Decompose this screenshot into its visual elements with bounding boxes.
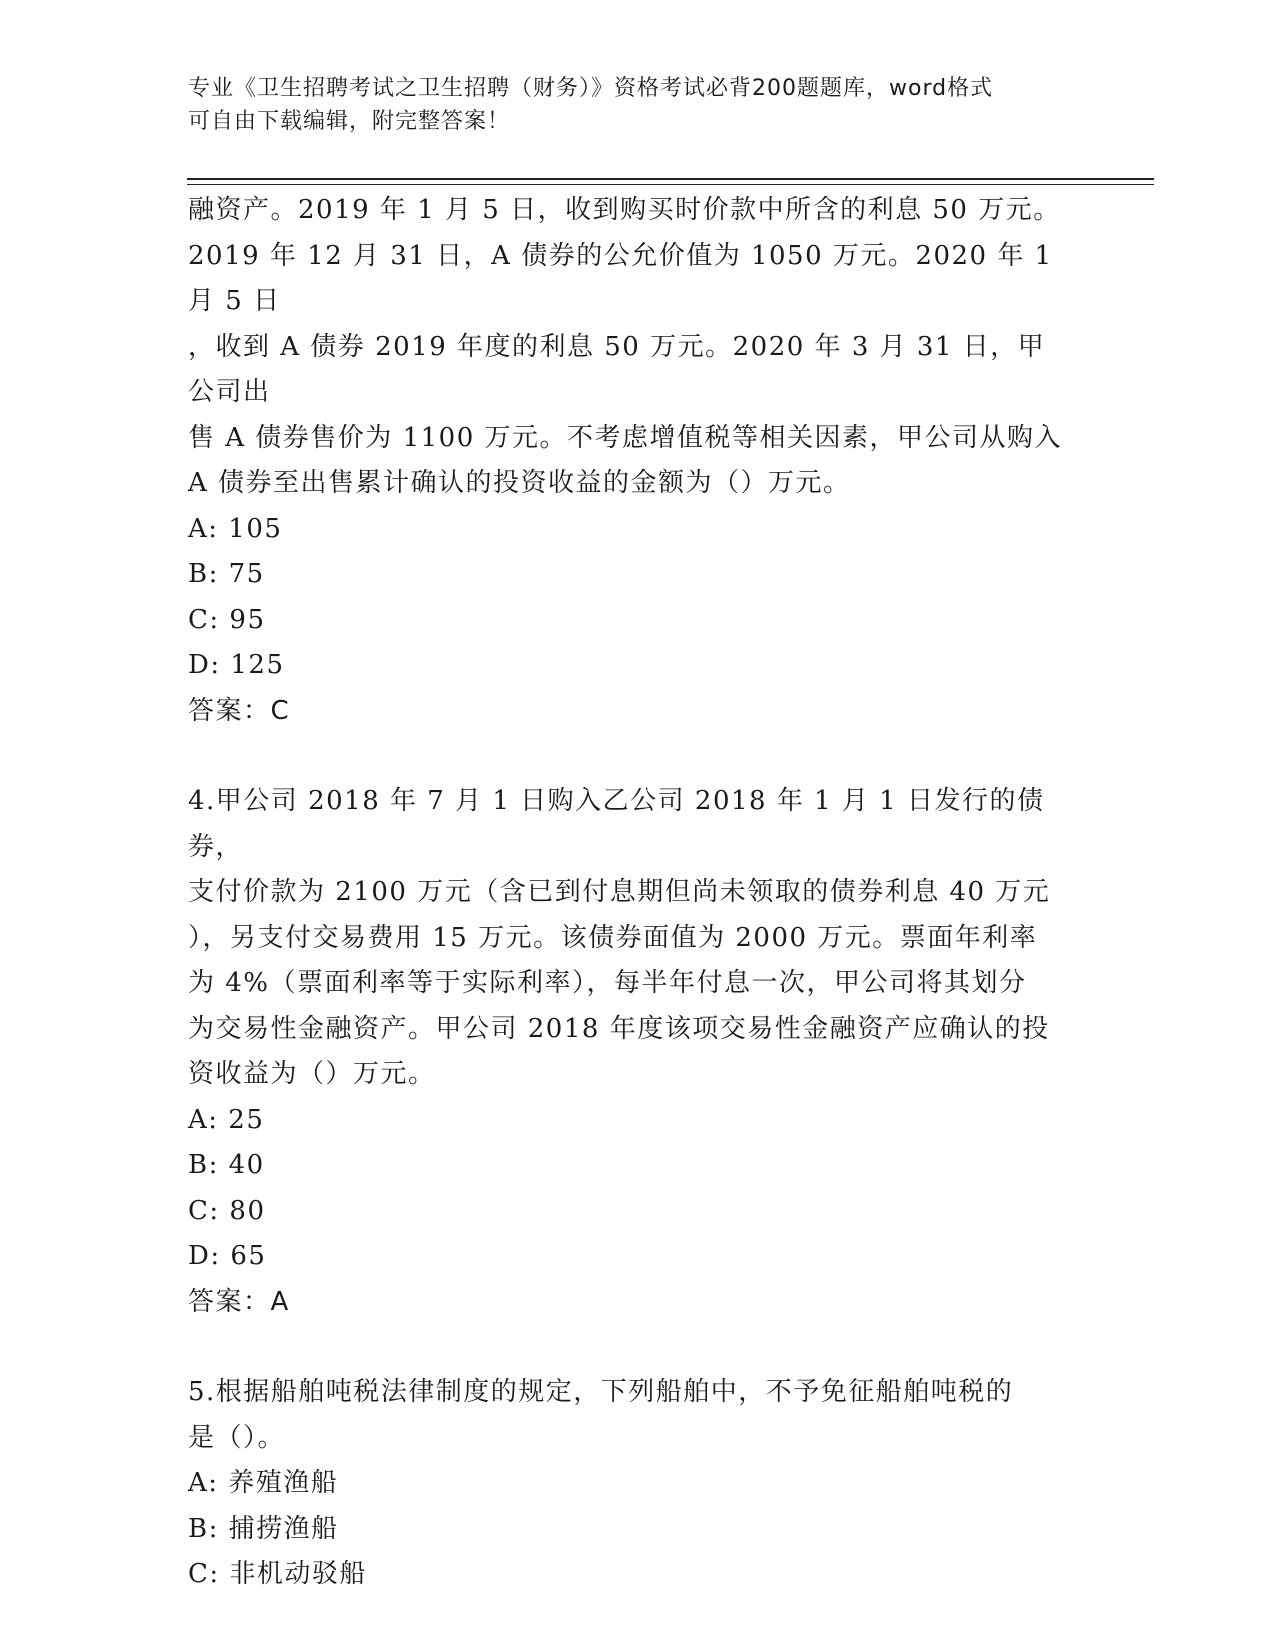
option-d: D: 65: [188, 1241, 267, 1271]
question-text-line: A 债券至出售累计确认的投资收益的金额为（）万元。: [188, 468, 851, 498]
question-3-continuation: [188, 188, 1068, 734]
question-text-line: ，收到 A 债券 2019 年度的利息 50 万元。2020 年 3 月 31 日，甲公司出: [188, 331, 1046, 407]
page-header: [188, 72, 1088, 138]
question-text-line: 售 A 债券售价为 1100 万元。不考虑增值税等相关因素，甲公司从购入: [188, 422, 1063, 453]
option-c: C: 非机动驳船: [188, 1559, 367, 1589]
question-text-line: ），另支付交易费用 15 万元。该债券面值为 2000 万元。票面年利率: [188, 922, 1038, 953]
option-a: A: 养殖渔船: [188, 1468, 339, 1498]
question-4: [188, 779, 1068, 1325]
question-text-line: 为 4%（票面利率等于实际利率），每半年付息一次，甲公司将其划分: [188, 968, 1027, 998]
question-text-line: 4.甲公司 2018 年 7 月 1 日购入乙公司 2018 年 1 月 1 日发行的债券，: [188, 786, 1045, 862]
question-text-line: 5.根据船舶吨税法律制度的规定，下列船舶中，不予免征船舶吨税的: [188, 1377, 1014, 1407]
header-rule-thick: [187, 178, 1154, 180]
answer-line: 答案：C: [188, 695, 291, 726]
answer-line: 答案：A: [188, 1286, 290, 1317]
option-b: B: 40: [188, 1150, 265, 1180]
question-text-line: 融资产。2019 年 1 月 5 日，收到购买时价款中所含的利息 50 万元。: [188, 195, 1061, 225]
question-text-line: 为交易性金融资产。甲公司 2018 年度该项交易性金融资产应确认的投: [188, 1013, 1050, 1044]
option-c: C: 95: [188, 604, 266, 635]
question-text-line: 资收益为（）万元。: [188, 1059, 436, 1089]
document-body: [188, 188, 1068, 1598]
question-text-line: 是（）。: [188, 1422, 286, 1453]
option-a: A: 25: [188, 1104, 265, 1135]
option-c: C: 80: [188, 1195, 266, 1226]
option-b: B: 75: [188, 559, 265, 589]
header-title-line-2: 可自由下载编辑，附完整答案！: [188, 109, 511, 134]
header-title-line-1: 专业《卫生招聘考试之卫生招聘（财务）》资格考试必背200题题库，word格式: [188, 76, 994, 101]
option-d: D: 125: [188, 650, 285, 680]
question-text-line: 支付价款为 2100 万元（含已到付息期但尚未领取的债券利息 40 万元: [188, 877, 1051, 907]
option-a: A: 105: [188, 513, 283, 544]
header-rule-thin: [187, 184, 1154, 185]
question-5: [188, 1370, 1068, 1598]
option-b: B: 捕捞渔船: [188, 1513, 339, 1544]
question-text-line: 2019 年 12 月 31 日，A 债券的公允价值为 1050 万元。2020 年 1 月 5 日: [188, 240, 1053, 316]
